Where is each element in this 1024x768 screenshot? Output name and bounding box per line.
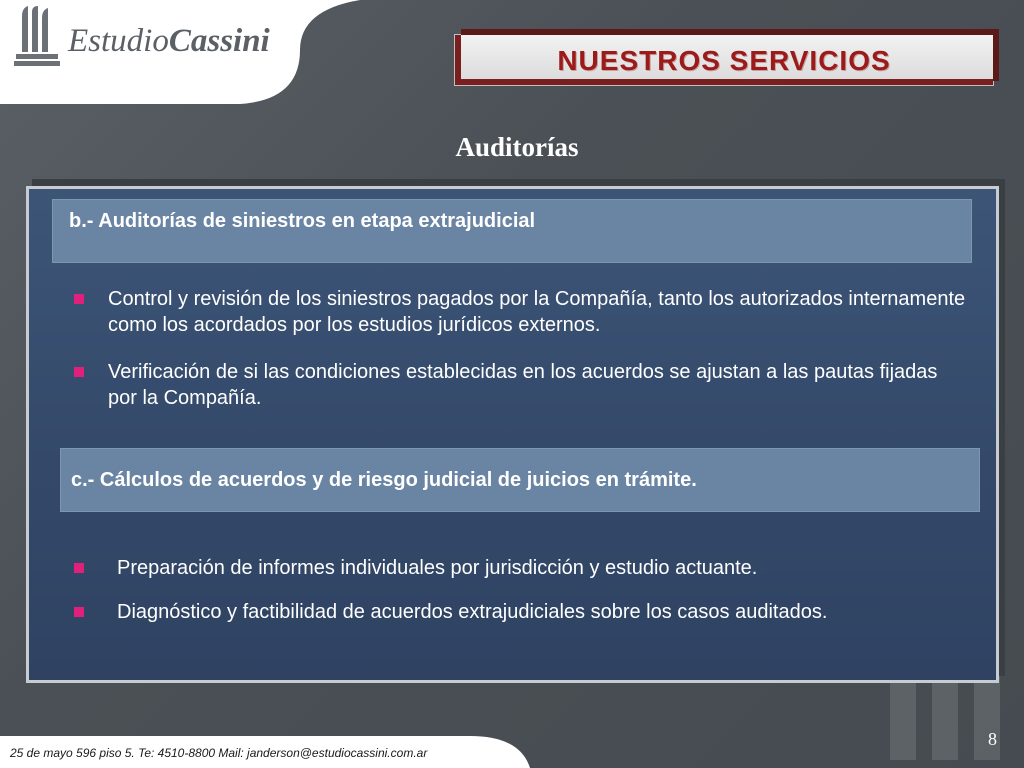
columns-logo-icon [14,6,60,68]
title-box-edge-right [993,29,999,81]
section-heading-bar-b [52,199,972,263]
list-item [74,555,974,581]
title-box [454,34,994,86]
list-item [74,359,954,411]
square-bullet-icon [74,607,84,617]
square-bullet-icon [74,294,84,304]
brand-name-regular: Estudio [68,22,169,59]
brand-name [68,23,270,60]
section-heading-b: b.- Auditorías de siniestros en etapa extrajudicial [69,210,536,232]
bullet-text: Verificación de si las condiciones establecidas en los acuerdos se ajustan a las pautas fijadas por la Compañía. [108,361,938,409]
section-heading-c: c.- Cálculos de acuerdos y de riesgo judicial de juicios en trámite. [71,469,697,491]
brand-logo [14,6,270,68]
bullet-text: Preparación de informes individuales por jurisdicción y estudio actuante. [117,557,758,579]
bullet-text: Control y revisión de los siniestros pagados por la Compañía, tanto los autorizados internamente como los acordados por los estudios jurídicos externos. [108,288,966,336]
page-subtitle: Auditorías [455,132,579,162]
list-item [74,599,974,625]
square-bullet-icon [74,563,84,573]
bullet-text: Diagnóstico y factibilidad de acuerdos extrajudiciales sobre los casos auditados. [117,601,828,623]
list-item [74,286,994,338]
title-box-edge-top [461,29,993,35]
square-bullet-icon [74,367,84,377]
page-number: 8 [988,729,997,749]
footer-contact: 25 de mayo 596 piso 5. Te: 4510-8800 Mail: janderson@estudiocassini.com.ar [10,746,428,760]
brand-name-bold: Cassini [168,22,270,59]
section-heading-bar-c [60,448,980,512]
page-title: NUESTROS SERVICIOS [557,45,891,76]
